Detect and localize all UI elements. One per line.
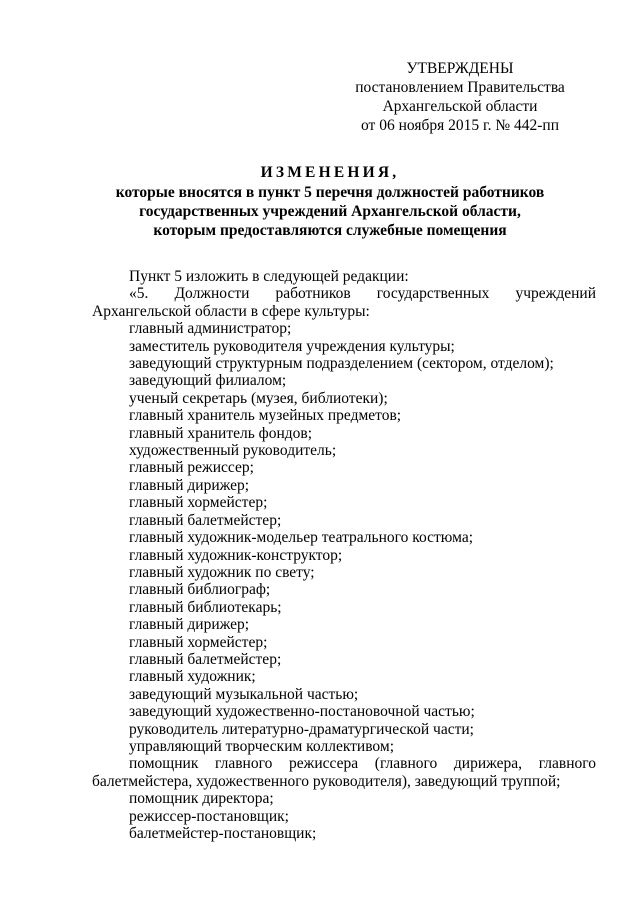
document-heading xyxy=(60,163,600,240)
position-item: балетмейстер-постановщик; xyxy=(129,825,317,842)
position-item: главный администратор; xyxy=(129,320,292,338)
intro-paragraph: Пункт 5 изложить в следующей редакции: xyxy=(129,268,409,285)
position-item: главный дирижер; xyxy=(129,616,250,634)
document-subtitle: которым предоставляются служебные помещения xyxy=(153,222,507,239)
position-item: режиссер-постановщик; xyxy=(129,807,289,825)
position-item: главный дирижер; xyxy=(129,476,250,494)
position-item: главный библиотекарь; xyxy=(129,598,282,616)
approval-stamp xyxy=(340,59,580,135)
position-item: заведующий филиалом; xyxy=(129,372,287,390)
position-item: художественный руководитель; xyxy=(129,442,337,460)
position-item: главный балетмейстер; xyxy=(129,511,282,529)
approval-title: УТВЕРЖДЕНЫ xyxy=(406,60,514,77)
position-item: управляющий творческим коллективом; xyxy=(129,737,394,755)
position-item: главный балетмейстер; xyxy=(129,650,282,668)
position-item: заместитель руководителя учреждения культуры; xyxy=(129,337,455,355)
approval-date: от 06 ноября 2015 г. № 442-пп xyxy=(361,117,559,134)
position-item: главный художник; xyxy=(129,668,256,686)
position-item: заведующий музыкальной частью; xyxy=(129,685,359,703)
position-item: заведующий художественно-постановочной частью; xyxy=(129,703,475,721)
position-item: главный художник по свету; xyxy=(129,563,315,581)
position-item: ученый секретарь (музея, библиотеки); xyxy=(129,389,388,407)
section-lead-paragraph: «5. Должности работников государственных учреждений Архангельской области в сфере культуры: xyxy=(92,285,596,320)
position-item: руководитель литературно-драматургической части; xyxy=(129,720,474,738)
document-subtitle: которые вносятся в пункт 5 перечня должностей работников xyxy=(115,184,545,201)
document-title: ИЗМЕНЕНИЯ, xyxy=(260,164,400,181)
position-item: главный хранитель музейных предметов; xyxy=(129,407,402,425)
position-item: заведующий структурным подразделением (сектором, отделом); xyxy=(129,355,554,373)
position-item: главный художник-модельер театрального костюма; xyxy=(129,529,474,547)
position-item: главный хранитель фондов; xyxy=(129,424,313,442)
document-body xyxy=(92,268,596,842)
position-item: главный режиссер; xyxy=(129,459,254,477)
position-item: главный хормейстер; xyxy=(129,494,268,512)
position-item-long: помощник главного режиссера (главного дирижера, главного балетмейстера, художественного руководителя), заведующий труппой; xyxy=(92,755,596,790)
position-item: помощник директора; xyxy=(129,790,274,808)
approval-line: Архангельской области xyxy=(382,98,538,115)
approval-line: постановлением Правительства xyxy=(355,79,565,96)
position-item: главный художник-конструктор; xyxy=(129,546,343,564)
position-item: главный библиограф; xyxy=(129,581,271,599)
document-subtitle: государственных учреждений Архангельской области, xyxy=(139,203,521,220)
position-item: главный хормейстер; xyxy=(129,633,268,651)
